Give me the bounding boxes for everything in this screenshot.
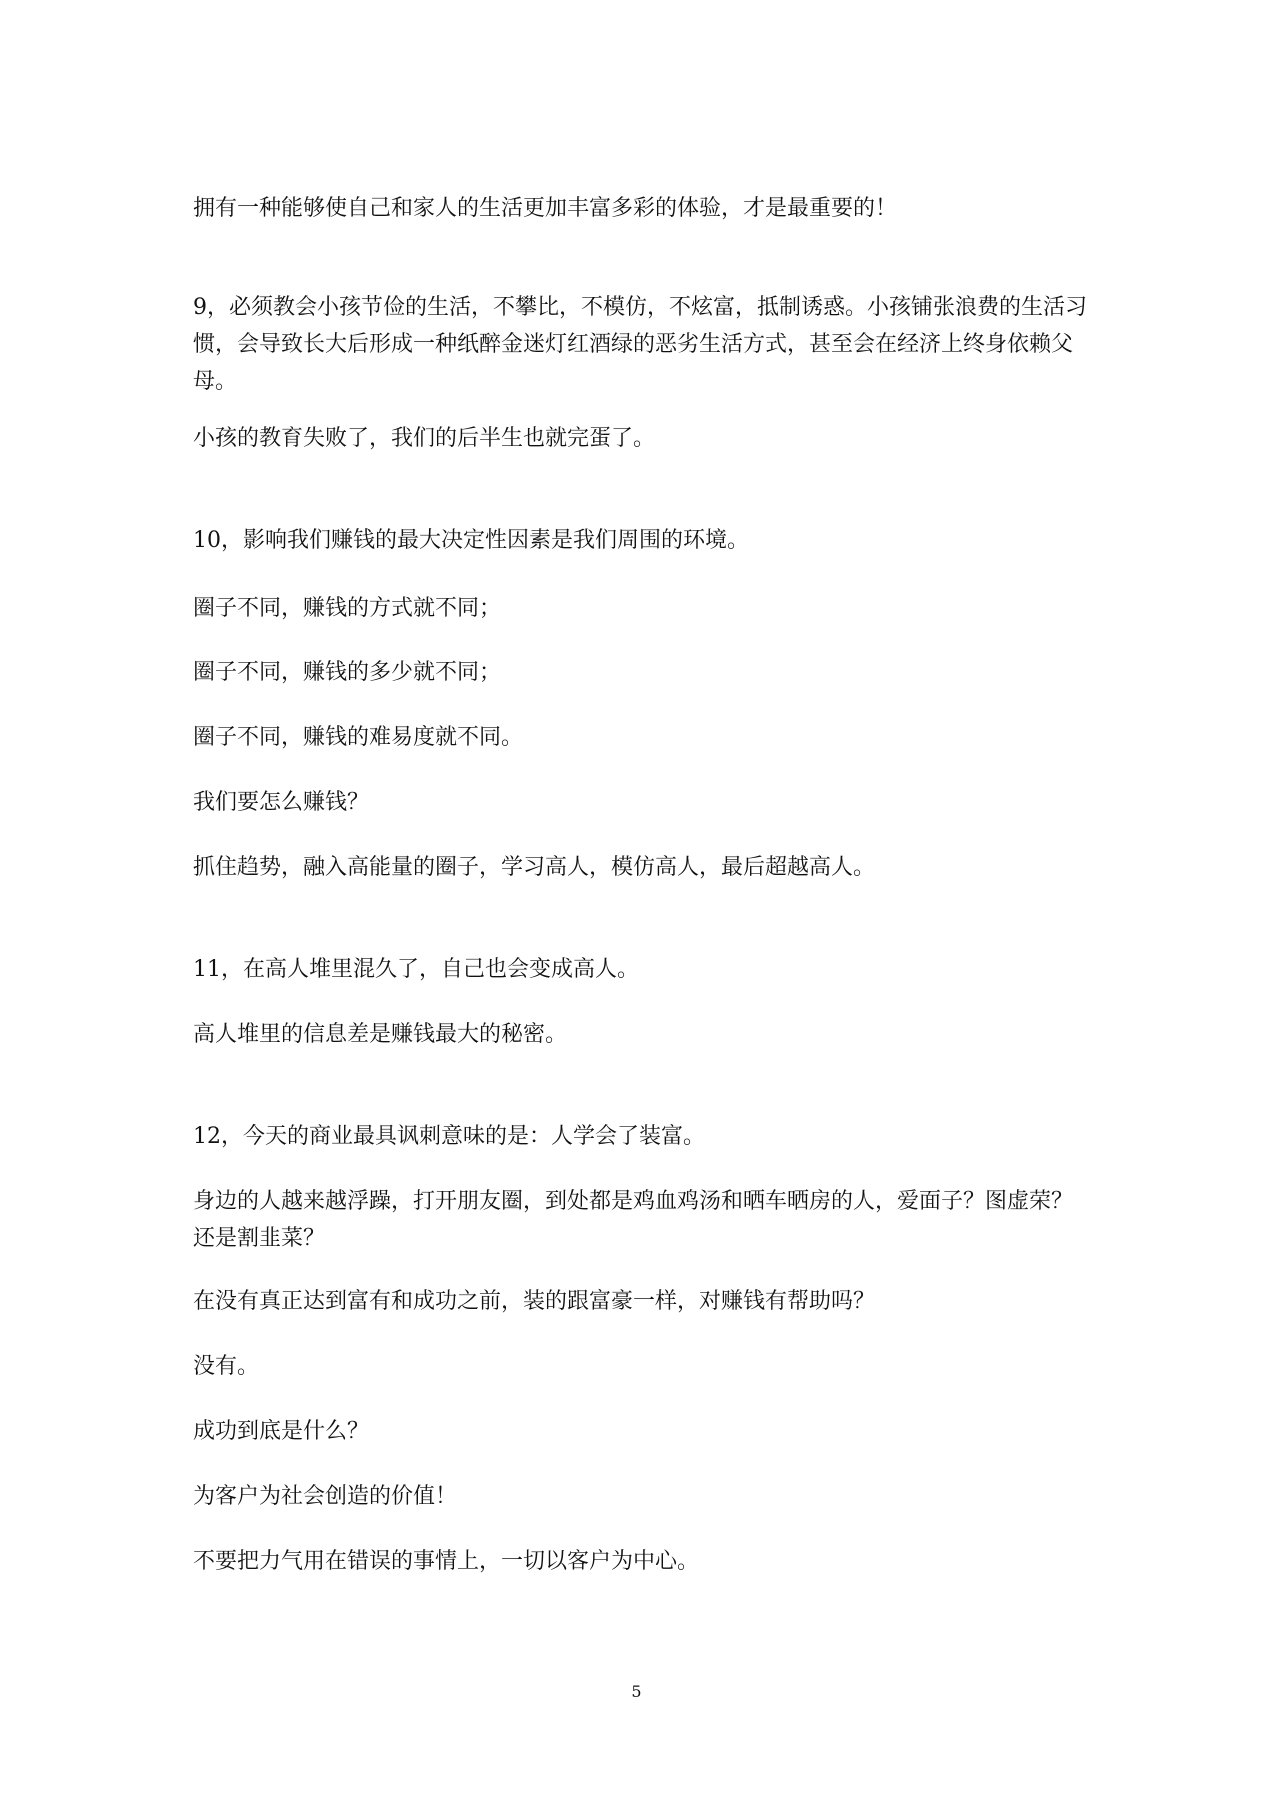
paragraph-item-10: 10，影响我们赚钱的最大决定性因素是我们周围的环境。 <box>193 528 749 553</box>
paragraph-item-11: 11，在高人堆里混久了，自己也会变成高人。 <box>193 957 639 982</box>
paragraph-how-to-earn: 我们要怎么赚钱？ <box>193 790 370 815</box>
paragraph-impetuous-people: 身边的人越来越浮躁，打开朋友圈，到处都是鸡血鸡汤和晒车晒房的人，爱面子？图虚荣？还是割韭菜？ <box>193 1189 1074 1251</box>
paragraph-item-9: 9，必须教会小孩节俭的生活，不攀比，不模仿，不炫富，抵制诱惑。小孩铺张浪费的生活习惯，会导致长大后形成一种纸醉金迷灯红酒绿的恶劣生活方式，甚至会在经济上终身依赖父母。 <box>193 295 1088 394</box>
paragraph-follow-trend: 抓住趋势，融入高能量的圈子，学习高人，模仿高人，最后超越高人。 <box>193 855 876 880</box>
paragraph-item-12: 12，今天的商业最具讽刺意味的是：人学会了装富。 <box>193 1124 705 1149</box>
paragraph-education-failure: 小孩的教育失败了，我们的后半生也就完蛋了。 <box>193 426 656 451</box>
paragraph-information-gap: 高人堆里的信息差是赚钱最大的秘密。 <box>193 1022 568 1047</box>
paragraph-create-value: 为客户为社会创造的价值！ <box>193 1484 458 1509</box>
paragraph-circle-difficulty: 圈子不同，赚钱的难易度就不同。 <box>193 725 524 750</box>
paragraph-pretend-rich: 在没有真正达到富有和成功之前，装的跟富豪一样，对赚钱有帮助吗？ <box>193 1289 876 1314</box>
paragraph-circle-method: 圈子不同，赚钱的方式就不同； <box>193 596 502 621</box>
paragraph-answer-no: 没有。 <box>193 1354 260 1379</box>
paragraph-customer-center: 不要把力气用在错误的事情上，一切以客户为中心。 <box>193 1549 700 1574</box>
page-number: 5 <box>631 1682 642 1701</box>
paragraph-circle-amount: 圈子不同，赚钱的多少就不同； <box>193 660 502 685</box>
paragraph-family-experience: 拥有一种能够使自己和家人的生活更加丰富多彩的体验，才是最重要的！ <box>193 196 898 221</box>
paragraph-what-is-success: 成功到底是什么？ <box>193 1419 370 1444</box>
